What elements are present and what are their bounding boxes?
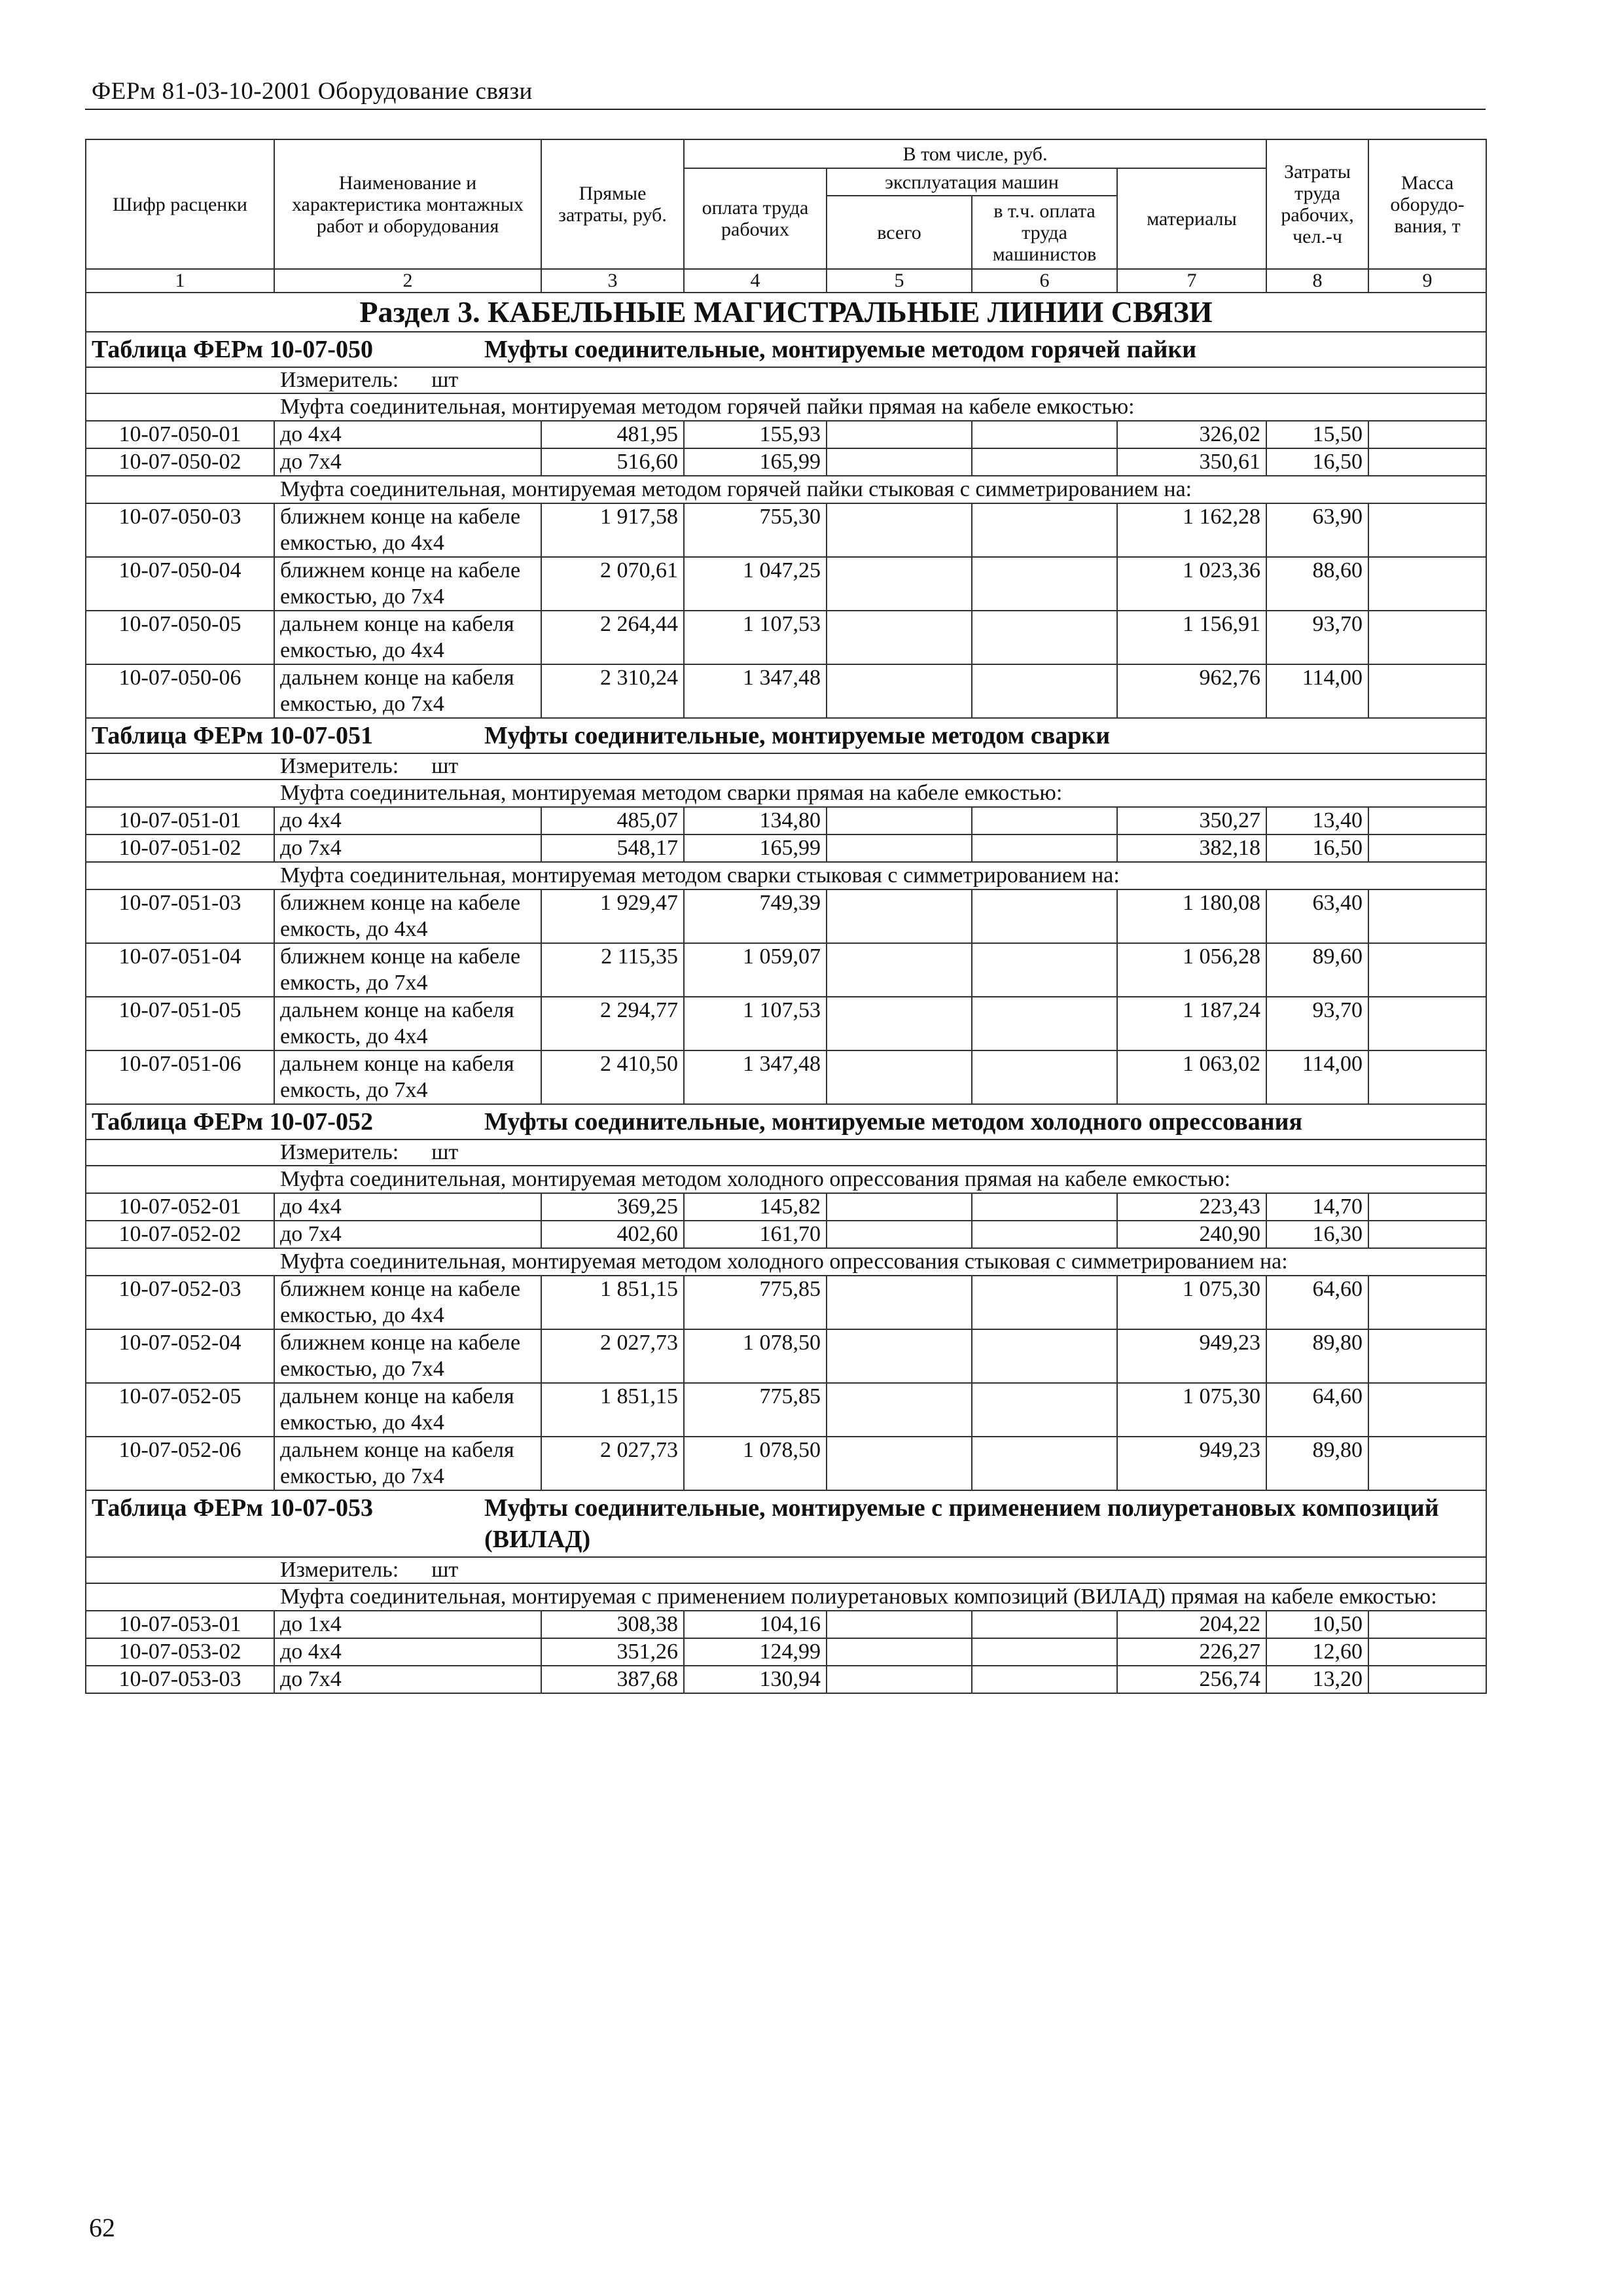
- row-code: 10-07-050-06: [86, 664, 274, 718]
- row-machinist-pay: [972, 611, 1117, 664]
- row-materials: 223,43: [1117, 1193, 1266, 1221]
- table-code: Таблица ФЕРм 10-07-050: [92, 336, 373, 363]
- table-name: Муфты соединительные, монтируемые методом горячей пайки: [484, 336, 1197, 363]
- row-machinist-pay: [972, 664, 1117, 718]
- row-machines-total: [827, 1050, 972, 1104]
- group-subtitle: Муфта соединительная, монтируемая методом холодного опрессования прямая на кабеле емкостью:: [86, 1166, 1486, 1193]
- row-direct-cost: 485,07: [541, 807, 684, 834]
- row-labor-pay: 775,85: [684, 1383, 827, 1437]
- unit-row: [86, 1557, 1486, 1583]
- row-labor-pay: 134,80: [684, 807, 827, 834]
- row-name: до 7х4: [274, 1666, 541, 1693]
- row-machinist-pay: [972, 1221, 1117, 1248]
- row-mass: [1368, 1329, 1486, 1383]
- row-mass: [1368, 1437, 1486, 1490]
- col-number: 1: [86, 269, 274, 293]
- group-subtitle-row: [86, 780, 1486, 807]
- col-number: 2: [274, 269, 541, 293]
- unit-cell: [86, 753, 1486, 780]
- table-name: Муфты соединительные, монтируемые с применением полиуретановых композиций (ВИЛАД): [484, 1494, 1439, 1553]
- table-row: [86, 1221, 1486, 1248]
- table-row: [86, 1638, 1486, 1666]
- col-direct-header: Прямые затраты, руб.: [541, 139, 684, 269]
- table-body: [86, 293, 1486, 1693]
- unit-value: шт: [431, 368, 459, 392]
- row-materials: 1 156,91: [1117, 611, 1266, 664]
- row-direct-cost: 351,26: [541, 1638, 684, 1666]
- row-code: 10-07-051-02: [86, 834, 274, 862]
- unit-cell: [86, 1557, 1486, 1583]
- row-mass: [1368, 1221, 1486, 1248]
- table-row: [86, 889, 1486, 943]
- row-code: 10-07-051-01: [86, 807, 274, 834]
- row-machinist-pay: [972, 1276, 1117, 1329]
- row-machinist-pay: [972, 889, 1117, 943]
- row-machines-total: [827, 834, 972, 862]
- row-mass: [1368, 997, 1486, 1050]
- table-title-cell: [86, 1104, 1486, 1139]
- table-code: Таблица ФЕРм 10-07-053: [92, 1494, 373, 1522]
- row-materials: 1 180,08: [1117, 889, 1266, 943]
- row-machines-total: [827, 557, 972, 611]
- row-labor-cost: 16,50: [1266, 448, 1368, 476]
- row-machines-total: [827, 1276, 972, 1329]
- row-machines-total: [827, 943, 972, 997]
- row-labor-cost: 63,90: [1266, 503, 1368, 557]
- row-materials: 949,23: [1117, 1329, 1266, 1383]
- row-mass: [1368, 807, 1486, 834]
- row-machinist-pay: [972, 1329, 1117, 1383]
- row-direct-cost: 308,38: [541, 1611, 684, 1638]
- row-labor-pay: 130,94: [684, 1666, 827, 1693]
- row-machines-total: [827, 1638, 972, 1666]
- row-labor-pay: 1 347,48: [684, 1050, 827, 1104]
- row-mass: [1368, 1638, 1486, 1666]
- table-row: [86, 503, 1486, 557]
- table-row: [86, 448, 1486, 476]
- row-labor-pay: 1 347,48: [684, 664, 827, 718]
- row-code: 10-07-052-06: [86, 1437, 274, 1490]
- row-mass: [1368, 1666, 1486, 1693]
- row-machines-total: [827, 1666, 972, 1693]
- group-subtitle: Муфта соединительная, монтируемая методом сварки стыковая с симметрированием на:: [86, 862, 1486, 889]
- table-row: [86, 1329, 1486, 1383]
- header-rule: [85, 109, 1486, 110]
- row-code: 10-07-052-03: [86, 1276, 274, 1329]
- row-name: ближнем конце на кабеле емкостью, до 7х4: [274, 557, 541, 611]
- row-labor-pay: 124,99: [684, 1638, 827, 1666]
- row-labor-pay: 165,99: [684, 834, 827, 862]
- row-labor-cost: 89,80: [1266, 1329, 1368, 1383]
- unit-cell: [86, 1139, 1486, 1166]
- col-materials-header: материалы: [1117, 168, 1266, 269]
- table-title-row: [86, 718, 1486, 753]
- row-machinist-pay: [972, 1611, 1117, 1638]
- row-code: 10-07-050-01: [86, 421, 274, 448]
- table-row: [86, 1050, 1486, 1104]
- row-name: дальнем конце на кабеля емкость, до 7х4: [274, 1050, 541, 1104]
- table-row: [86, 664, 1486, 718]
- row-machines-total: [827, 1193, 972, 1221]
- row-mass: [1368, 1383, 1486, 1437]
- unit-label: Измеритель:: [280, 1558, 399, 1582]
- row-direct-cost: 1 851,15: [541, 1383, 684, 1437]
- row-name: ближнем конце на кабеле емкостью, до 7х4: [274, 1329, 541, 1383]
- row-name: дальнем конце на кабеля емкостью, до 7х4: [274, 664, 541, 718]
- row-machinist-pay: [972, 448, 1117, 476]
- table-row: [86, 611, 1486, 664]
- row-labor-cost: 15,50: [1266, 421, 1368, 448]
- row-labor-cost: 64,60: [1266, 1276, 1368, 1329]
- running-header: ФЕРм 81-03-10-2001 Оборудование связи: [92, 78, 533, 105]
- table-name: Муфты соединительные, монтируемые методом холодного опрессования: [484, 1108, 1303, 1136]
- row-direct-cost: 2 070,61: [541, 557, 684, 611]
- row-materials: 1 023,36: [1117, 557, 1266, 611]
- row-labor-cost: 89,80: [1266, 1437, 1368, 1490]
- section-title-row: [86, 293, 1486, 332]
- col-number: 3: [541, 269, 684, 293]
- row-machinist-pay: [972, 557, 1117, 611]
- row-mass: [1368, 557, 1486, 611]
- row-direct-cost: 481,95: [541, 421, 684, 448]
- row-machinist-pay: [972, 421, 1117, 448]
- group-subtitle-row: [86, 1583, 1486, 1611]
- row-code: 10-07-053-01: [86, 1611, 274, 1638]
- row-direct-cost: 1 917,58: [541, 503, 684, 557]
- col-mass-header: Масса оборудо-вания, т: [1368, 139, 1486, 269]
- row-materials: 350,27: [1117, 807, 1266, 834]
- row-labor-pay: 1 059,07: [684, 943, 827, 997]
- row-direct-cost: 2 027,73: [541, 1437, 684, 1490]
- row-direct-cost: 2 410,50: [541, 1050, 684, 1104]
- row-name: до 4х4: [274, 1193, 541, 1221]
- col-machines-header: эксплуатация машин: [827, 168, 1117, 196]
- row-code: 10-07-051-04: [86, 943, 274, 997]
- row-labor-pay: 1 047,25: [684, 557, 827, 611]
- row-machines-total: [827, 1221, 972, 1248]
- row-direct-cost: 2 310,24: [541, 664, 684, 718]
- row-labor-pay: 104,16: [684, 1611, 827, 1638]
- table-row: [86, 943, 1486, 997]
- table-title-row: [86, 332, 1486, 367]
- row-name: до 4х4: [274, 1638, 541, 1666]
- row-mass: [1368, 1276, 1486, 1329]
- row-code: 10-07-050-03: [86, 503, 274, 557]
- row-labor-pay: 165,99: [684, 448, 827, 476]
- row-code: 10-07-052-05: [86, 1383, 274, 1437]
- row-mass: [1368, 834, 1486, 862]
- row-labor-cost: 16,50: [1266, 834, 1368, 862]
- row-materials: 240,90: [1117, 1221, 1266, 1248]
- row-labor-pay: 1 107,53: [684, 611, 827, 664]
- table-row: [86, 807, 1486, 834]
- row-labor-cost: 63,40: [1266, 889, 1368, 943]
- row-mass: [1368, 421, 1486, 448]
- group-subtitle-row: [86, 1248, 1486, 1276]
- table-row: [86, 1666, 1486, 1693]
- unit-label: Измеритель:: [280, 754, 399, 778]
- row-direct-cost: 1 929,47: [541, 889, 684, 943]
- table-row: [86, 421, 1486, 448]
- col-number: 7: [1117, 269, 1266, 293]
- row-labor-pay: 775,85: [684, 1276, 827, 1329]
- column-numbers-row: [86, 269, 1486, 293]
- row-name: до 4х4: [274, 421, 541, 448]
- row-labor-cost: 93,70: [1266, 997, 1368, 1050]
- table-title-cell: [86, 332, 1486, 367]
- unit-row: [86, 367, 1486, 393]
- row-materials: 1 075,30: [1117, 1276, 1266, 1329]
- row-labor-pay: 145,82: [684, 1193, 827, 1221]
- row-machinist-pay: [972, 1383, 1117, 1437]
- row-machinist-pay: [972, 1666, 1117, 1693]
- row-name: дальнем конце на кабеля емкостью, до 4х4: [274, 611, 541, 664]
- rates-table: [85, 139, 1487, 1694]
- table-title-row: [86, 1490, 1486, 1557]
- row-labor-cost: 64,60: [1266, 1383, 1368, 1437]
- row-direct-cost: 548,17: [541, 834, 684, 862]
- row-labor-cost: 14,70: [1266, 1193, 1368, 1221]
- col-number: 4: [684, 269, 827, 293]
- row-code: 10-07-053-03: [86, 1666, 274, 1693]
- unit-label: Измеритель:: [280, 1140, 399, 1164]
- row-machines-total: [827, 448, 972, 476]
- unit-value: шт: [431, 1140, 459, 1164]
- section-title: Раздел 3. КАБЕЛЬНЫЕ МАГИСТРАЛЬНЫЕ ЛИНИИ СВЯЗИ: [86, 293, 1486, 332]
- row-labor-cost: 13,20: [1266, 1666, 1368, 1693]
- row-direct-cost: 1 851,15: [541, 1276, 684, 1329]
- row-name: ближнем конце на кабеле емкость, до 7х4: [274, 943, 541, 997]
- row-labor-pay: 755,30: [684, 503, 827, 557]
- table-code: Таблица ФЕРм 10-07-051: [92, 722, 373, 749]
- row-labor-pay: 749,39: [684, 889, 827, 943]
- row-materials: 1 162,28: [1117, 503, 1266, 557]
- group-subtitle-row: [86, 1166, 1486, 1193]
- table-row: [86, 834, 1486, 862]
- row-materials: 382,18: [1117, 834, 1266, 862]
- row-machines-total: [827, 664, 972, 718]
- group-subtitle: Муфта соединительная, монтируемая методом горячей пайки стыковая с симметрированием на:: [86, 476, 1486, 503]
- col-code-header: Шифр расценки: [86, 139, 274, 269]
- row-direct-cost: 2 027,73: [541, 1329, 684, 1383]
- row-code: 10-07-051-05: [86, 997, 274, 1050]
- row-code: 10-07-050-05: [86, 611, 274, 664]
- table-row: [86, 557, 1486, 611]
- row-machines-total: [827, 1611, 972, 1638]
- row-name: до 1х4: [274, 1611, 541, 1638]
- row-materials: 256,74: [1117, 1666, 1266, 1693]
- row-machinist-pay: [972, 1050, 1117, 1104]
- group-subtitle: Муфта соединительная, монтируемая методом холодного опрессования стыковая с симметрированием на:: [86, 1248, 1486, 1276]
- row-code: 10-07-052-04: [86, 1329, 274, 1383]
- row-direct-cost: 387,68: [541, 1666, 684, 1693]
- row-labor-cost: 12,60: [1266, 1638, 1368, 1666]
- row-machinist-pay: [972, 1437, 1117, 1490]
- row-labor-cost: 114,00: [1266, 664, 1368, 718]
- row-machinist-pay: [972, 807, 1117, 834]
- row-machines-total: [827, 1329, 972, 1383]
- row-mass: [1368, 1193, 1486, 1221]
- row-name: до 7х4: [274, 448, 541, 476]
- row-labor-cost: 10,50: [1266, 1611, 1368, 1638]
- row-mass: [1368, 448, 1486, 476]
- row-machinist-pay: [972, 1638, 1117, 1666]
- table-name: Муфты соединительные, монтируемые методом сварки: [484, 722, 1111, 749]
- row-mass: [1368, 503, 1486, 557]
- table-header: [86, 139, 1486, 293]
- row-machinist-pay: [972, 503, 1117, 557]
- row-mass: [1368, 1050, 1486, 1104]
- row-machines-total: [827, 807, 972, 834]
- row-machinist-pay: [972, 997, 1117, 1050]
- row-labor-cost: 89,60: [1266, 943, 1368, 997]
- table-row: [86, 1437, 1486, 1490]
- col-labor-pay-header: оплата труда рабочих: [684, 168, 827, 269]
- col-number: 6: [972, 269, 1117, 293]
- unit-cell: [86, 367, 1486, 393]
- row-machines-total: [827, 611, 972, 664]
- group-subtitle-row: [86, 476, 1486, 503]
- row-name: дальнем конце на кабеля емкостью, до 7х4: [274, 1437, 541, 1490]
- row-materials: 350,61: [1117, 448, 1266, 476]
- row-labor-cost: 93,70: [1266, 611, 1368, 664]
- row-machines-total: [827, 503, 972, 557]
- row-name: дальнем конце на кабеля емкость, до 4х4: [274, 997, 541, 1050]
- table-row: [86, 1276, 1486, 1329]
- table-title-row: [86, 1104, 1486, 1139]
- table-title-cell: [86, 718, 1486, 753]
- row-labor-pay: 1 107,53: [684, 997, 827, 1050]
- group-subtitle-row: [86, 862, 1486, 889]
- row-name: дальнем конце на кабеля емкостью, до 4х4: [274, 1383, 541, 1437]
- unit-row: [86, 753, 1486, 780]
- table-code: Таблица ФЕРм 10-07-052: [92, 1108, 373, 1136]
- col-number: 9: [1368, 269, 1486, 293]
- row-direct-cost: 2 264,44: [541, 611, 684, 664]
- row-materials: 226,27: [1117, 1638, 1266, 1666]
- unit-row: [86, 1139, 1486, 1166]
- table-row: [86, 1193, 1486, 1221]
- row-materials: 1 075,30: [1117, 1383, 1266, 1437]
- row-materials: 204,22: [1117, 1611, 1266, 1638]
- row-labor-cost: 13,40: [1266, 807, 1368, 834]
- row-materials: 1 063,02: [1117, 1050, 1266, 1104]
- unit-value: шт: [431, 754, 459, 778]
- col-labor-cost-header: Затраты труда рабочих, чел.-ч: [1266, 139, 1368, 269]
- row-labor-pay: 161,70: [684, 1221, 827, 1248]
- row-direct-cost: 516,60: [541, 448, 684, 476]
- row-code: 10-07-053-02: [86, 1638, 274, 1666]
- row-mass: [1368, 889, 1486, 943]
- col-number: 5: [827, 269, 972, 293]
- row-name: ближнем конце на кабеле емкостью, до 4х4: [274, 1276, 541, 1329]
- row-name: до 7х4: [274, 834, 541, 862]
- row-labor-pay: 155,93: [684, 421, 827, 448]
- row-direct-cost: 402,60: [541, 1221, 684, 1248]
- row-code: 10-07-050-04: [86, 557, 274, 611]
- row-machinist-pay: [972, 834, 1117, 862]
- page-number: 62: [89, 2213, 115, 2242]
- row-machinist-pay: [972, 1193, 1117, 1221]
- row-machines-total: [827, 1383, 972, 1437]
- row-direct-cost: 2 294,77: [541, 997, 684, 1050]
- table-title-cell: [86, 1490, 1486, 1557]
- col-number: 8: [1266, 269, 1368, 293]
- group-subtitle: Муфта соединительная, монтируемая методом горячей пайки прямая на кабеле емкостью:: [86, 393, 1486, 421]
- row-name: до 7х4: [274, 1221, 541, 1248]
- row-materials: 962,76: [1117, 664, 1266, 718]
- row-labor-cost: 114,00: [1266, 1050, 1368, 1104]
- row-code: 10-07-052-02: [86, 1221, 274, 1248]
- row-code: 10-07-052-01: [86, 1193, 274, 1221]
- unit-value: шт: [431, 1558, 459, 1582]
- row-direct-cost: 369,25: [541, 1193, 684, 1221]
- row-machines-total: [827, 1437, 972, 1490]
- group-subtitle-row: [86, 393, 1486, 421]
- group-subtitle: Муфта соединительная, монтируемая методом сварки прямая на кабеле емкостью:: [86, 780, 1486, 807]
- row-code: 10-07-050-02: [86, 448, 274, 476]
- table-row: [86, 1611, 1486, 1638]
- row-name: ближнем конце на кабеле емкость, до 4х4: [274, 889, 541, 943]
- row-machines-total: [827, 421, 972, 448]
- row-code: 10-07-051-06: [86, 1050, 274, 1104]
- table-row: [86, 1383, 1486, 1437]
- row-direct-cost: 2 115,35: [541, 943, 684, 997]
- col-mach-total-header: всего: [827, 196, 972, 269]
- row-code: 10-07-051-03: [86, 889, 274, 943]
- row-materials: 326,02: [1117, 421, 1266, 448]
- row-name: ближнем конце на кабеле емкостью, до 4х4: [274, 503, 541, 557]
- row-labor-pay: 1 078,50: [684, 1329, 827, 1383]
- row-materials: 1 187,24: [1117, 997, 1266, 1050]
- row-materials: 949,23: [1117, 1437, 1266, 1490]
- row-name: до 4х4: [274, 807, 541, 834]
- col-incl-header: В том числе, руб.: [684, 139, 1266, 168]
- group-subtitle: Муфта соединительная, монтируемая с применением полиуретановых композиций (ВИЛАД) прямая на кабеле емкостью:: [86, 1583, 1486, 1611]
- row-machines-total: [827, 889, 972, 943]
- row-mass: [1368, 1611, 1486, 1638]
- row-labor-cost: 88,60: [1266, 557, 1368, 611]
- row-mass: [1368, 611, 1486, 664]
- table-row: [86, 997, 1486, 1050]
- row-mass: [1368, 943, 1486, 997]
- row-machinist-pay: [972, 943, 1117, 997]
- row-machines-total: [827, 997, 972, 1050]
- row-mass: [1368, 664, 1486, 718]
- col-mach-pay-header: в т.ч. оплата труда машинистов: [972, 196, 1117, 269]
- row-labor-cost: 16,30: [1266, 1221, 1368, 1248]
- row-materials: 1 056,28: [1117, 943, 1266, 997]
- row-labor-pay: 1 078,50: [684, 1437, 827, 1490]
- unit-label: Измеритель:: [280, 368, 399, 392]
- col-name-header: Наименование и характеристика монтажных работ и оборудования: [274, 139, 541, 269]
